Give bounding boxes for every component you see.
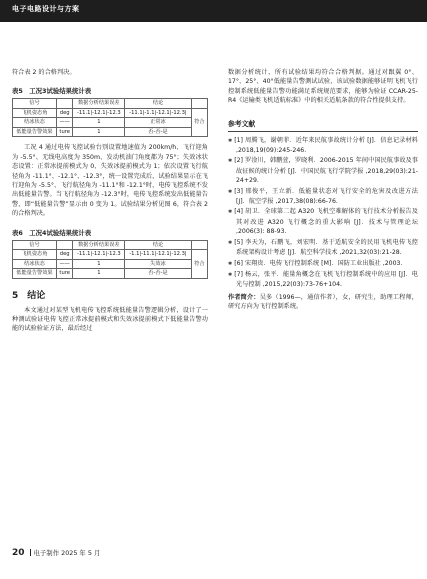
section-heading-conclusion: 5 结论 xyxy=(12,290,46,301)
references-heading: 参考文献 xyxy=(228,119,256,128)
reference-item xyxy=(228,156,418,185)
table-cell: 1 xyxy=(73,127,125,137)
table-header-cell: 结论 xyxy=(125,240,191,250)
table-cell-conclusion: 符合 xyxy=(191,108,207,137)
table-cell: 低能量告警效果 xyxy=(13,127,57,137)
reference-text: [7] 杨云，张平．能量角概念在飞机飞行控制系统中的应用 [J]．电光与控制 ,2015,22(03):73-76+104. xyxy=(234,270,418,289)
table-header-row xyxy=(13,240,208,250)
reference-text: [2] 罗淦川，韩鹏萱，罗晓利．2006-2015 年间中国民航事故及事故征候的统计分析 [J]．中国民航飞行学院学报 ,2018,29(03):21-24+29. xyxy=(234,157,418,185)
table5-title: 表5 工况3试验结果统计表 xyxy=(12,87,92,96)
table-cell: ture xyxy=(56,269,73,279)
journal-name: 电子制作 xyxy=(33,549,60,557)
page-footer xyxy=(12,548,100,558)
table-cell: 飞机姿态角 xyxy=(13,108,57,118)
table6-title: 表6 工况4试验结果统计表 xyxy=(12,228,92,237)
table-row xyxy=(13,259,208,269)
table-header-cell xyxy=(56,240,73,250)
reference-text: [6] 宋翔贵．电传飞行控制系统 [M]．国防工业出版社 ,2003. xyxy=(234,259,403,267)
table-cell: 结冰状态 xyxy=(13,118,57,128)
author-text: 吴多（1996—，通信作者），女，研究生，助理工程师，研究方向为飞行控制系统。 xyxy=(228,293,418,311)
reference-item xyxy=(228,207,418,236)
table6 xyxy=(12,240,208,279)
table-cell: —— xyxy=(56,259,73,269)
intro-paragraph: 符合表 2 的合格判决。 xyxy=(12,69,76,76)
table-header-cell xyxy=(191,240,207,250)
reference-item xyxy=(228,187,418,207)
table-cell: -11.1|-12.1|-12.3 xyxy=(73,250,125,260)
table-header-cell: 数据分析结果误差 xyxy=(73,240,125,250)
table-cell: -11.1|-1.1|-12.1|-12.3| xyxy=(125,108,191,118)
table-header-cell: 结论 xyxy=(125,99,191,109)
table-cell: deg xyxy=(56,250,73,260)
reference-item xyxy=(228,238,418,258)
star-bullet-icon: ✱ xyxy=(228,158,233,165)
left-column xyxy=(12,68,208,334)
footer-divider xyxy=(30,549,31,556)
page-number: 20 xyxy=(12,548,25,558)
reference-text: [3] 邢俊平，王立新．低能量状态对飞行安全的危害及改进方法 [J]．航空学报 ,2017,38(08):66-76. xyxy=(234,187,418,206)
reference-item xyxy=(228,270,418,290)
continued-paragraph: 数据分析统计，所有试验结果均符合合格判据。通过对跟翼 0°、17°、25°、40°低能量告警测试试验，该试验数据能够证明飞机飞行控制系统低能量告警功能满足系统规范要求，能够为验证 CCAR-25-R4《运输类飞机适航标准》中的相关适航条款的符合性提供支持。 xyxy=(228,69,418,105)
reference-item xyxy=(228,136,418,156)
star-bullet-icon: ✱ xyxy=(228,271,233,278)
table-cell: 失效冰 xyxy=(125,259,191,269)
conclusion-paragraph: 本文通过对某型飞机电传飞控系统低能量告警逻辑分析，设计了一种测试验证电传飞控正常冰提前模式和失效冰提前模式下低能量告警功能的试验验证方法，最后经过 xyxy=(12,306,208,333)
table-cell: —— xyxy=(56,118,73,128)
references-divider xyxy=(228,131,418,132)
table-cell: 1 xyxy=(73,118,125,128)
table-cell: -11.1|-12.1|-12.3 xyxy=(73,108,125,118)
table-row xyxy=(13,250,208,260)
table5 xyxy=(12,98,208,137)
star-bullet-icon: ✱ xyxy=(228,239,233,246)
table-row xyxy=(13,118,208,128)
table-cell: 否-否-是 xyxy=(125,127,191,137)
table-cell: -1.1|-11.1|-12.1|-12.3| xyxy=(125,250,191,260)
table-cell-conclusion: 符合 xyxy=(191,250,207,279)
table-row xyxy=(13,108,208,118)
reference-text: [1] 周腾飞，谢朝菲．近年来民航事故统计分析 [J]．信息记录材料 ,2018,19(09):245-246. xyxy=(234,136,418,155)
table-cell: 否-否-是 xyxy=(125,269,191,279)
star-bullet-icon: ✱ xyxy=(228,137,233,144)
journal-issue: 2025 年 5 月 xyxy=(61,549,101,557)
table-cell: 正常冰 xyxy=(125,118,191,128)
table-cell: 1 xyxy=(73,269,125,279)
table-header-cell: 信号 xyxy=(13,240,57,250)
reference-text: [5] 李天为，石鹏飞，刘宏明．基于适航安全的民用飞机电传飞控系统架构设计考虑 [J]．航空科学技术 ,2021,32(03):21-28. xyxy=(234,238,418,257)
table-cell: 低能量告警效果 xyxy=(13,269,57,279)
table-cell: deg xyxy=(56,108,73,118)
table-cell: ture xyxy=(56,127,73,137)
journal-header-bar xyxy=(0,0,427,22)
star-bullet-icon: ✱ xyxy=(228,260,233,267)
reference-text: [4] 胡卫．全球第二起 A320 飞机空难解体的飞行技术分析报告及其对改进 A320 飞行概念的重大影响 [J]．技术与管理论坛 ,2006(3): 88-93. xyxy=(234,208,418,236)
journal-column-title: 电子电路设计与方案 xyxy=(12,5,80,13)
author-label: 作者简介： xyxy=(228,293,260,301)
author-note xyxy=(228,293,418,312)
table-header-row xyxy=(13,99,208,109)
reference-item xyxy=(228,259,418,269)
table-header-cell: 数据分析结果误差 xyxy=(73,99,125,109)
right-column xyxy=(228,68,418,312)
table-cell: 结冰状态 xyxy=(13,259,57,269)
table-cell: 飞机姿态角 xyxy=(13,250,57,260)
table-row xyxy=(13,269,208,279)
case4-paragraph: 工况 4 通过电传飞控试验台别设置地速值为 200km/h、飞行迎角为 -5.5°、无线电高度为 350m、发动机油门角度都为 75°；失效冰状态设置：正常冰提前模式为 0、失效冰提前模式为 1；依次设置飞行航径角为 -11.1°、-12.1°、-12.3°，统一设置完成后，试验结果显示在飞行迎角为 -5.5°、飞行航径角为 -11.1°和 -12.1°时，电传飞控系统不发出低能量告警。当飞行航径角为 -12.3°时，电传飞控系统发出低能量告警，即“低能量告警”显示由 0 变为 1。试验结果分析见图 6，符合表 2 的合格判决。 xyxy=(12,144,208,218)
table-header-cell xyxy=(191,99,207,109)
star-bullet-icon: ✱ xyxy=(228,188,233,195)
star-bullet-icon: ✱ xyxy=(228,209,233,216)
table-row xyxy=(13,127,208,137)
table-cell: 1 xyxy=(73,259,125,269)
table-header-cell: 信号 xyxy=(13,99,57,109)
table-header-cell xyxy=(56,99,73,109)
